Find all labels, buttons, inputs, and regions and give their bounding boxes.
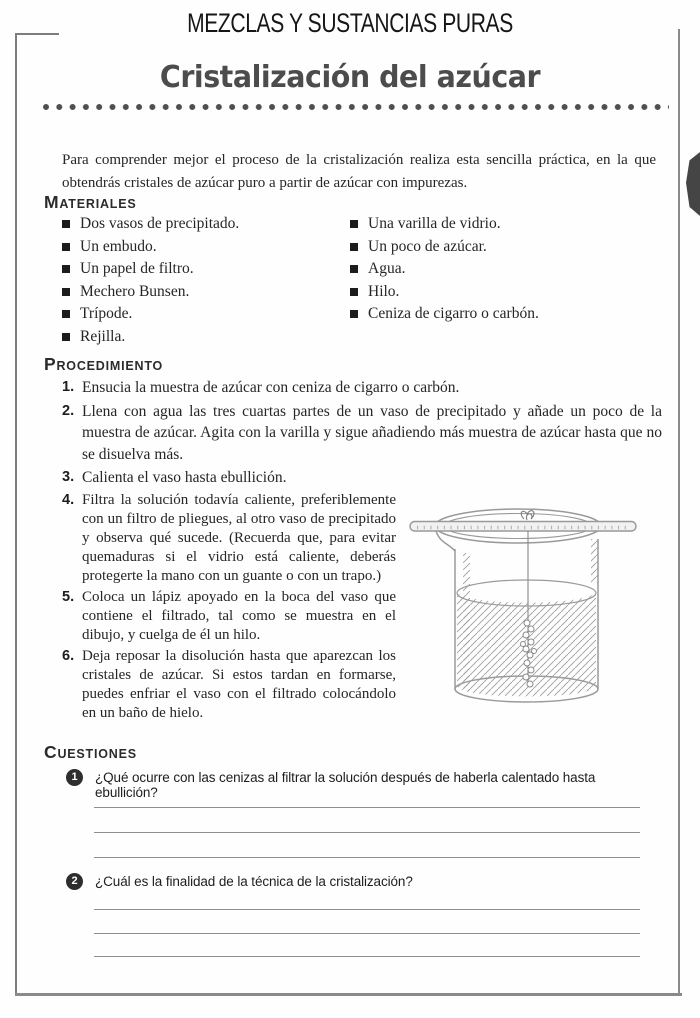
wall-shading-left [463,553,470,691]
question-number-badge: 2 [66,873,83,890]
square-bullet-icon [62,265,70,273]
material-label: Agua. [368,260,406,277]
square-bullet-icon [62,333,70,341]
question-1 [66,769,652,800]
step-text: Llena con agua las tres cuartas partes de un vaso de precipitado y añade un poco de la muestra de azúcar. Agita con la varilla y sigue añadiendo más muestra de azúcar hasta que no se disuelva más. [82,402,662,463]
questions-heading: CUESTIONES [44,742,137,762]
liquid [457,593,596,697]
square-bullet-icon [62,310,70,318]
square-bullet-icon [62,243,70,251]
list-item [62,306,342,322]
procedure-step-5 [62,588,396,645]
question-number-badge: 1 [66,769,83,786]
beaker-illustration [400,493,652,721]
list-item [62,239,342,255]
step-number: 2. [62,402,75,419]
procedure-step-2 [62,401,662,466]
list-item [350,306,650,322]
answer-line [94,956,640,957]
question-text: ¿Cuál es la finalidad de la técnica de la cristalización? [95,874,413,889]
step-text: Coloca un lápiz apoyado en la boca del vaso que contiene el filtrado, tal como se muestra en el dibujo, y cuelga de él un hilo. [82,588,396,643]
procedure-step-3 [62,467,662,489]
unit-header: MEZCLAS Y SUSTANCIAS PURAS [187,8,513,38]
answer-line [94,807,640,808]
square-bullet-icon [350,288,358,296]
step-number: 6. [62,647,75,664]
material-label: Una varilla de vidrio. [368,215,501,232]
list-item [62,284,342,300]
material-label: Rejilla. [80,327,126,345]
step-number: 3. [62,469,75,485]
intro-paragraph: Para comprender mejor el proceso de la cristalización realiza esta sencilla práctica, en la que obtendrás cristales de azúcar puro a partir de azúcar con impurezas. [62,152,656,191]
frame-bottom-border [15,993,682,996]
list-item [350,284,650,300]
answer-line [94,832,640,833]
square-bullet-icon [350,310,358,318]
liquid-surface [457,580,596,606]
knot [521,511,534,520]
procedure-step-4 [62,491,396,586]
frame-top-left-segment [15,33,59,35]
frame-left-border [15,33,17,995]
question-text: ¿Qué ocurre con las cenizas al filtrar la solución después de haberla calentado hasta ebullición? [95,770,596,800]
procedure-step-1 [62,377,662,399]
procedure-step-6 [62,647,396,723]
question-2 [66,873,652,890]
square-bullet-icon [350,265,358,273]
step-number: 1. [62,379,75,395]
list-item [350,216,650,232]
material-label: Un poco de azúcar. [368,237,487,255]
answer-line [94,933,640,934]
step-text: Deja reposar la disolución hasta que aparezcan los cristales de azúcar. Si estos tardan en formarse, puedes enfriar el vaso con el filtrado colocándolo en un baño de hielo. [82,647,396,721]
step-number: 4. [62,491,75,508]
list-item [62,216,342,232]
answer-line [94,909,640,910]
material-label: Un papel de filtro. [80,260,194,277]
page-title: Cristalización del azúcar [159,60,541,95]
list-item [350,261,650,277]
step-number: 5. [62,588,75,605]
step-text: Ensucia la muestra de azúcar con ceniza de cigarro o carbón. [82,379,460,396]
list-item [62,329,342,345]
dotted-separator [42,103,669,112]
square-bullet-icon [350,243,358,251]
wall-shading-right [591,539,598,583]
procedure-heading: PROCEDIMIENTO [44,354,164,374]
frame-right-border [678,29,680,995]
material-label: Dos vasos de precipitado. [80,215,240,232]
pencil [410,522,636,532]
answer-line [94,857,640,858]
material-label: Mechero Bunsen. [80,282,190,300]
square-bullet-icon [62,288,70,296]
square-bullet-icon [62,220,70,228]
materials-column-2 [350,216,650,329]
materials-heading: MATERIALES [44,192,137,212]
material-label: Trípode. [80,305,133,322]
list-item [62,261,342,277]
step-text: Filtra la solución todavía caliente, preferiblemente con un filtro de pliegues, al otro vaso de precipitado y observa qué sucede. (Recuerda que, para evitar quemaduras si el vidrio está caliente, deberás protegerte la mano con un guante o con un trapo.) [82,491,396,584]
materials-column-1 [62,216,342,351]
material-label: Ceniza de cigarro o carbón. [368,305,539,322]
step-text: Calienta el vaso hasta ebullición. [82,469,287,486]
material-label: Hilo. [368,282,400,300]
square-bullet-icon [350,220,358,228]
list-item [350,239,650,255]
material-label: Un embudo. [80,237,157,255]
page-edge-tab [686,152,700,216]
